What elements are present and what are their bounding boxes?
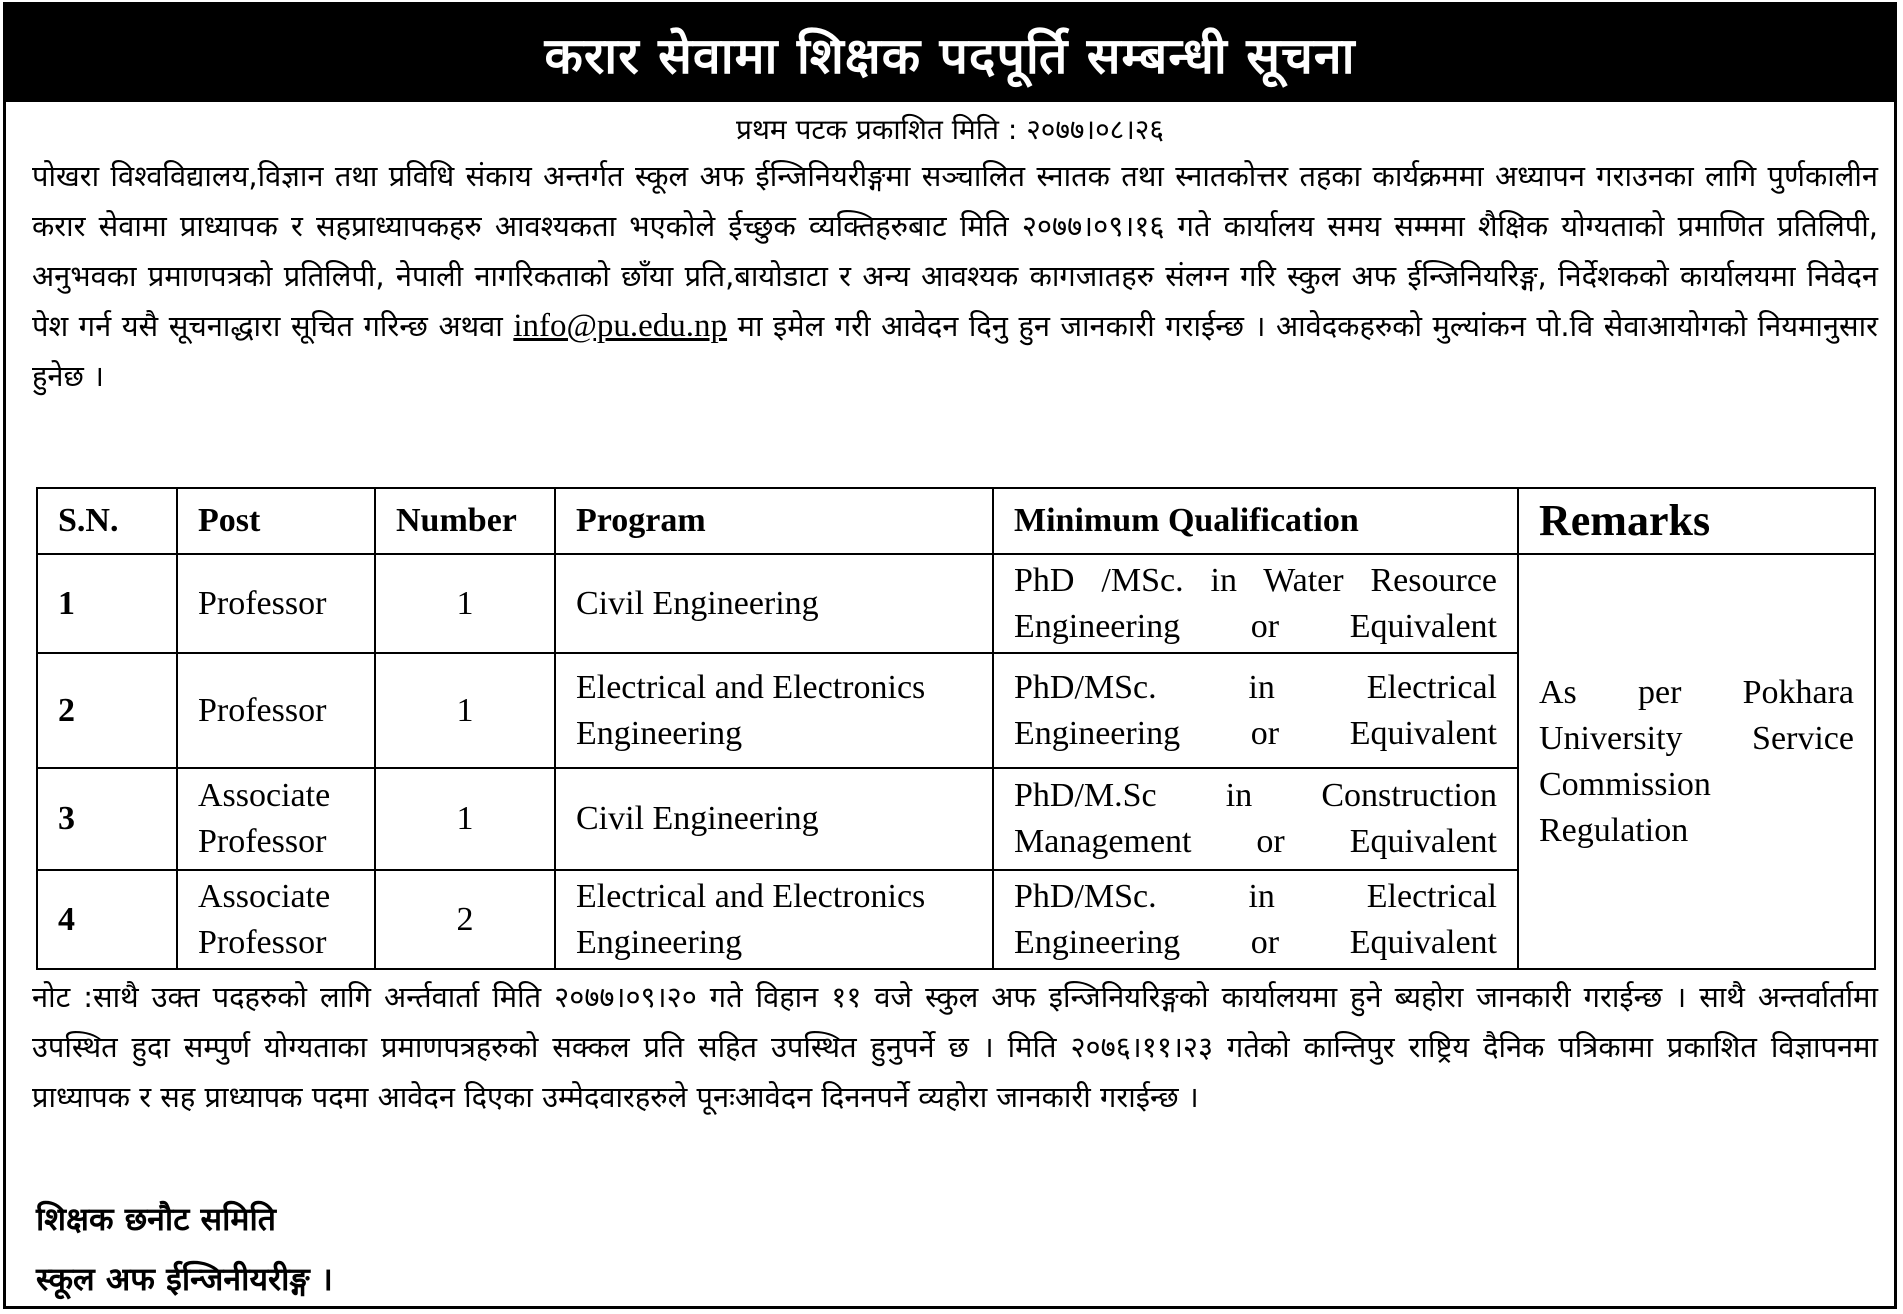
row-post: Associate Professor [177, 768, 375, 870]
row-sn: 4 [37, 870, 177, 969]
intro-text-end: मा इमेल गरी आवेदन दिनु हुन जानकारी गराईन्छ । आवेदकहरुको मुल्यांकन पो.वि सेवाआयोगको नियमानुसार हुनेछ । [32, 309, 1879, 393]
signature-committee: शिक्षक छनौट समिति [36, 1200, 277, 1238]
intro-text: पोखरा विश्वविद्यालय,विज्ञान तथा प्रविधि संकाय अन्तर्गत स्कूल अफ ईन्जिनियरीङ्गमा सञ्चालित स्नातक तथा स्नातकोत्तर तहका कार्यक्रममा अध्यापन गराउनका लागि पुर्णकालीन करार सेवामा प्राध्यापक र सहप्राध्यापकहरु आवश्यकता भएकोले ईच्छुक व्यक्तिहरुबाट मिति २०७७।०९।१६ गते कार्यालय समय सम्ममा शैक्षिक योग्यताको प्रमाणित प्रतिलिपी, अनुभवका प्रमाणपत्रको प्रतिलिपी, नेपाली नागरिकताको छाँया प्रति,बायोडाटा र अन्य आवश्यक कागजातहरु संलग्न गरि स्कुल अफ ईन्जिनियरिङ्ग, निर्देशकको कार्यालयमा निवेदन पेश गर्न यसै सूचनाद्धारा सूचित गरिन्छ अथवा [32, 159, 1878, 343]
row-program: Electrical and Electronics Engineering [555, 653, 993, 768]
table-row [37, 554, 1875, 653]
header-sn: S.N. [37, 488, 177, 554]
vacancy-table [36, 487, 1876, 970]
row-number: 1 [375, 554, 555, 653]
row-qualification: PhD/MSc. in Electrical Engineering or Equivalent [993, 870, 1518, 969]
row-sn: 2 [37, 653, 177, 768]
row-program: Civil Engineering [555, 554, 993, 653]
row-post: Professor [177, 653, 375, 768]
remarks-cell: As per Pokhara University Service Commission Regulation [1518, 554, 1875, 969]
row-qualification: PhD/M.Sc in Construction Management or Equivalent [993, 768, 1518, 870]
header-post: Post [177, 488, 375, 554]
header-program: Program [555, 488, 993, 554]
row-qualification: PhD /MSc. in Water Resource Engineering or Equivalent [993, 554, 1518, 653]
row-number: 1 [375, 768, 555, 870]
row-post: Associate Professor [177, 870, 375, 969]
notice-frame [3, 2, 1897, 1309]
table-header-row [37, 488, 1875, 554]
row-number: 2 [375, 870, 555, 969]
header-qualification: Minimum Qualification [993, 488, 1518, 554]
row-post: Professor [177, 554, 375, 653]
intro-paragraph [32, 151, 1878, 491]
row-program: Civil Engineering [555, 768, 993, 870]
published-date: प्रथम पटक प्रकाशित मिति : २०७७।०८।२६ [736, 113, 1164, 146]
note-paragraph: नोट :साथै उक्त पदहरुको लागि अर्न्तवार्ता मिति २०७७।०९।२० गते विहान ११ वजे स्कुल अफ इन्जिनियरिङ्गको कार्यालयमा हुने ब्यहोरा जानकारी गराईन्छ । साथै अन्तर्वार्तामा उपस्थित हुदा सम्पुर्ण योग्यताका प्रमाणपत्रहरुको सक्कल प्रति सहित उपस्थित हुनुपर्ने छ । मिति २०७६।११।२३ गतेको कान्तिपुर राष्ट्रिय दैनिक पत्रिकामा प्रकाशित विज्ञापनमा प्राध्यापक र सह प्राध्यापक पदमा आवेदन दिएका उम्मेदवारहरुले पूनःआवेदन दिननपर्ने व्यहोरा जानकारी गराईन्छ । [32, 980, 1878, 1114]
row-qualification: PhD/MSc. in Electrical Engineering or Equivalent [993, 653, 1518, 768]
row-number: 1 [375, 653, 555, 768]
row-sn: 1 [37, 554, 177, 653]
header-number: Number [375, 488, 555, 554]
notice-title: करार सेवामा शिक्षक पदपूर्ति सम्बन्धी सूचना [6, 5, 1894, 102]
signature-school: स्कूल अफ ईन्जिनीयरीङ्ग । [36, 1260, 333, 1298]
email-link[interactable]: info@pu.edu.np [513, 308, 728, 344]
header-remarks: Remarks [1518, 488, 1875, 554]
row-program: Electrical and Electronics Engineering [555, 870, 993, 969]
row-sn: 3 [37, 768, 177, 870]
